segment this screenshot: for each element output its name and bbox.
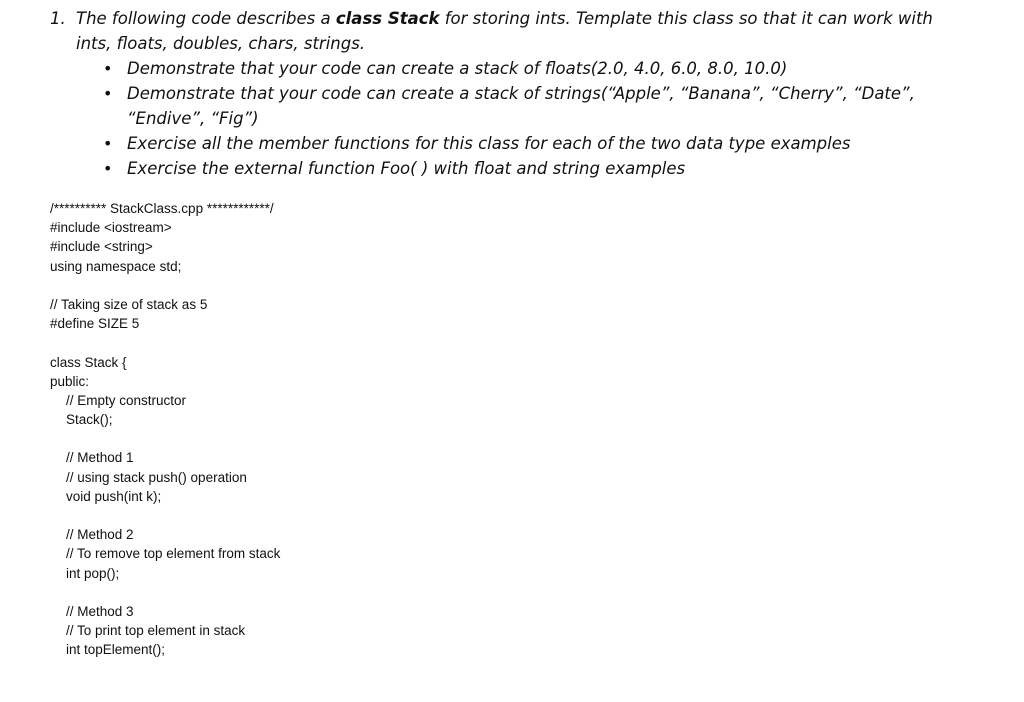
bullet-icon <box>103 131 127 156</box>
requirement-text: Demonstrate that your code can create a stack of floats(2.0, 4.0, 6.0, 8.0, 10.0) <box>127 59 788 78</box>
code-line: /********** StackClass.cpp ************/ <box>50 201 274 216</box>
question-intro-continuation: ints, floats, doubles, chars, strings. <box>76 34 366 53</box>
code-line: using namespace std; <box>50 258 182 274</box>
requirement-item <box>50 81 950 131</box>
requirement-item <box>50 56 950 81</box>
code-blank-line <box>50 583 650 602</box>
code-line: #include <string> <box>50 239 153 255</box>
code-line: // Method 2 <box>66 527 134 543</box>
code-line: void push(int k); <box>66 488 162 504</box>
code-listing <box>50 199 650 660</box>
code-line: int topElement(); <box>66 642 166 658</box>
bullet-icon <box>103 81 127 106</box>
intro-after-bold: for storing ints. Template this class so that it can work with <box>439 9 933 28</box>
code-line: // using stack push() operation <box>66 469 247 485</box>
code-blank-line <box>50 276 650 295</box>
requirement-text: Demonstrate that your code can create a stack of strings(“Apple”, “Banana”, “Cherry”, “Date”, <box>127 84 915 103</box>
question-intro <box>76 6 933 31</box>
code-line: #include <iostream> <box>50 220 172 236</box>
code-line: // Empty constructor <box>66 392 187 408</box>
bullet-icon <box>103 156 127 181</box>
code-blank-line <box>50 506 650 525</box>
code-blank-line <box>50 429 650 448</box>
code-line: Stack(); <box>66 412 113 428</box>
code-line: class Stack { <box>50 354 127 370</box>
code-line: // Method 1 <box>66 450 134 466</box>
requirement-item <box>50 156 950 181</box>
question-intro-line <box>50 6 950 31</box>
requirement-text: Exercise the external function Foo( ) with float and string examples <box>127 159 686 178</box>
requirement-text: Exercise all the member functions for this class for each of the two data type examples <box>127 134 851 153</box>
code-line: // Method 3 <box>66 603 134 619</box>
bullet-icon <box>103 56 127 81</box>
code-line: // To print top element in stack <box>66 623 246 639</box>
requirement-item <box>50 131 950 156</box>
code-line: #define SIZE 5 <box>50 316 140 332</box>
intro-before-bold: The following code describes a <box>76 9 336 28</box>
question-number: 1. <box>50 9 66 28</box>
code-line: // To remove top element from stack <box>66 546 281 562</box>
code-line: public: <box>50 373 90 389</box>
intro-bold: class Stack <box>335 9 440 28</box>
question-block <box>50 6 950 181</box>
code-line: // Taking size of stack as 5 <box>50 296 208 312</box>
requirement-text-continuation: “Endive”, “Fig”) <box>127 109 259 128</box>
code-blank-line <box>50 333 650 352</box>
requirements-list <box>50 56 950 181</box>
code-line: int pop(); <box>66 565 120 581</box>
